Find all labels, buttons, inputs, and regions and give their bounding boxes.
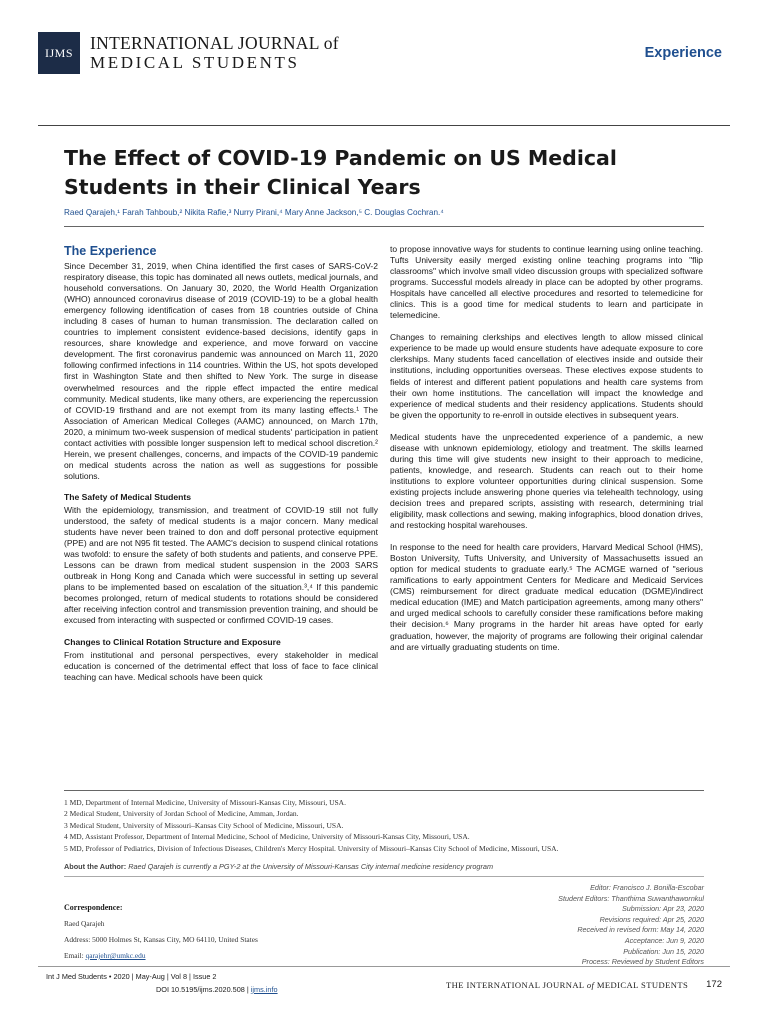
footnote: 3 Medical Student, University of Missouri–Kansas City School of Medicine, Missouri, USA. — [64, 820, 344, 830]
footer-citation — [46, 970, 278, 996]
footer-divider — [38, 966, 730, 967]
journal-name — [90, 34, 339, 72]
footnote: 5 MD, Professor of Pediatrics, Division of Infectious Diseases, Children's Mercy Hospital. University of Missouri–Kansas City School of Medicine, Missouri, USA. — [64, 843, 559, 853]
editorial-info — [558, 883, 704, 968]
journal-name-line1: INTERNATIONAL JOURNAL of — [90, 33, 339, 53]
email-label: Email: — [64, 951, 84, 960]
editorial-line: Editor: Francisco J. Bonilla-Escobar — [590, 883, 704, 892]
author-list: Raed Qarajeh,¹ Farah Tahboub,² Nikita Rafie,³ Nurry Pirani,⁴ Mary Anne Jackson,⁵ C. Douglas Cochran.⁴ — [64, 208, 444, 217]
body-paragraph: From institutional and personal perspectives, every stakeholder in medical education is concerned of the detrimental effect that loss of face to face clinical teaching can have. Medical schools have been quick — [64, 649, 378, 682]
footnote: 2 Medical Student, University of Jordan School of Medicine, Amman, Jordan. — [64, 809, 299, 819]
doi-separator: | — [246, 985, 249, 994]
footer-journal-name — [446, 980, 688, 990]
body-paragraph: to propose innovative ways for students to continue learning using online teaching. Tufts University easily merged existing online teaching programs into "flip classrooms" which involve small video discussion groups with specialized software programs. Successful models already in place can be adopted by other programs. Hospitals have cancelled all elective procedures and resorted to telemedicine for clinics. This is a good time for medical students to learn and participate in telemedicine. — [390, 244, 703, 321]
about-author-label: About the Author: — [64, 862, 127, 871]
right-column — [390, 244, 703, 653]
footnote: 4 MD, Assistant Professor, Department of Internal Medicine, School of Medicine, University of Missouri-Kansas City, Missouri, USA. — [64, 832, 470, 842]
body-paragraph: With the epidemiology, transmission, and treatment of COVID-19 still not fully understood, the safety of medical students is a major concern. Many medical students have never been trained to don and doff personal protective equipment (PPE) and are not N95 fit tested. The AAMC's decision to suspend clinical rotations was twofold: to ensure the safety of both students and patients, and conserve PPE. Lessons can be drawn from medical student suspension in the 2003 SARS outbreak in Hong Kong and Canada which were successful in setting up several plans to be implemented based on escalation of the situation.³,⁴ If this pandemic becomes prolonged, return of medical students to rotations should be considered after receiving infection control and transmission prevention training, and should be excused from interacting with suspected or confirmed COVID-19 cases. — [64, 504, 378, 626]
editorial-line: Submission: Apr 23, 2020 — [621, 904, 704, 914]
left-column — [64, 244, 378, 683]
correspondence-title: Correspondence: — [64, 903, 123, 912]
body-paragraph: Medical students have the unprecedented experience of a pandemic, a new disease with unknown epidemiology, etiology and treatment. The skills learned during this time will give students new insight to their approach to medicine, patients, knowledge, and research. Students can reach out to their home institutions to explore volunteer opportunities during clinical suspension. Some existing projects include answering phone queries via telehealth technology, using decision trees and prepared scripts, assisting with research, determining trial eligibility, mask collections and sewing, making infographics, blood donation drives, and restocking hospital warehouses. — [390, 431, 703, 531]
editorial-line: Revisions required: Apr 25, 2020 — [599, 914, 704, 924]
footer-journal-pre: THE INTERNATIONAL JOURNAL — [446, 980, 587, 990]
subheading-clinical-rotation: Changes to Clinical Rotation Structure and Exposure — [64, 636, 281, 647]
about-author — [64, 862, 714, 871]
doi-line — [46, 983, 278, 996]
footnote: 1 MD, Department of Internal Medicine, University of Missouri-Kansas City, Missouri, USA. — [64, 798, 346, 807]
authors-divider — [64, 226, 704, 227]
body-paragraph: Changes to remaining clerkships and electives length to allow missed clinical experience to be made up would ensure students have adequate exposure to core clerkships. Many students faced cancellation of electives inside and outside their institutions, including opportunities overseas. These electives expose students to fields of interest and different patient populations and health care systems from their own home institutions. The cancellation will impact the knowledge and experience of medical students and their residency applications. Students should be given the opportunity to re-enroll in outside electives in subsequent years. — [390, 332, 703, 420]
footer-journal-of: of — [586, 980, 595, 990]
body-paragraph: In response to the need for health care providers, Harvard Medical School (HMS), Boston University, Tufts University, and University of Massachusetts issued an option for medical students to graduate early.⁵ The ACMGE warned of "serious ramifications to early appointment Centers for Medicare and Medicaid Services (CMS) reimbursement for direct graduate medical education (DGME)/indirect medical education (IME) and Match participation agreements, among many others" and urged medical schools to carefully consider these ramifications before making their decision.⁶ Many programs in the harder hit areas have opted for early graduation, however, the majority of programs are following their original calendar and are virtually graduating students on time. — [390, 542, 703, 652]
section-heading-experience: The Experience — [64, 244, 157, 258]
correspondence-email-row — [64, 948, 258, 964]
subheading-safety: The Safety of Medical Students — [64, 491, 192, 502]
editorial-line: Received in revised form: May 14, 2020 — [577, 925, 704, 935]
affiliation-footnotes — [64, 797, 714, 854]
about-divider — [64, 876, 704, 877]
correspondence-address: Address: 5000 Holmes St, Kansas City, MO 64110, United States — [64, 935, 258, 944]
footer-journal-post: MEDICAL STUDENTS — [594, 980, 689, 990]
site-link[interactable]: ijms.info — [250, 985, 278, 994]
page-number: 172 — [706, 979, 722, 990]
doi-text: DOI 10.5195/ijms.2020.508 — [156, 985, 245, 994]
editorial-line: Acceptance: Jun 9, 2020 — [624, 935, 704, 945]
email-link[interactable]: qarajehr@umkc.edu — [85, 951, 146, 960]
journal-logo: IJMS — [38, 32, 80, 74]
correspondence-block — [64, 900, 258, 964]
editorial-line: Process: Reviewed by Student Editors — [581, 957, 704, 967]
citation-line: Int J Med Students • 2020 | May-Aug | Vol 8 | Issue 2 — [46, 972, 217, 981]
journal-name-line2: MEDICAL STUDENTS — [90, 53, 300, 72]
body-paragraph: Since December 31, 2019, when China identified the first cases of SARS-CoV-2 respiratory disease, this topic has dominated all news outlets, medical journals, and household conversations. On January 30, 2020, the World Health Organization (WHO) announced coronavirus disease of 2019 (COVID-19) to be a global health emergency following identification of cases from 18 countries outside of China including 8 cases of human to human transmission. The declaration called on countries to implement consistent evidence-based decisions, identify gaps in resources, share knowledge and experience, and move forward on vaccine development. The first coronavirus pandemic was announced on March 11, 2020 following confirmed infections in 114 countries. Within the US, hot spots developed first in Washington State and then shifted to New York. The surge in disease overwhelmed resources and the ripple effect impacted the entire medical community. Medical students, like many others, are experiencing the repercussion of COVID-19 firsthand and are not exempt from its many lasting effects.¹ The Association of American Medical Colleges (AAMC) announced, on March 17th, 2020, a minimum two-week suspension of medical students' participation in patient contact activities with possible longer suspension left to medical school discretion.² Herein, we present challenges, concerns, and impacts of the COVID-19 pandemic on medical students across the nation as well as suggestions for possible solutions. — [64, 261, 378, 481]
article-title: The Effect of COVID-19 Pandemic on US Medical Students in their Clinical Years — [64, 146, 617, 199]
editorial-line: Publication: Jun 15, 2020 — [623, 946, 704, 956]
footnotes-divider — [64, 790, 704, 791]
section-label: Experience — [644, 45, 722, 61]
about-author-text: Raed Qarajeh is currently a PGY-2 at the University of Missouri-Kansas City internal medicine residency program — [128, 862, 494, 871]
editorial-line: Student Editors: Thanthima Suwanthawornkul — [558, 893, 704, 903]
correspondence-name: Raed Qarajeh — [64, 919, 105, 928]
header-divider — [38, 125, 730, 126]
